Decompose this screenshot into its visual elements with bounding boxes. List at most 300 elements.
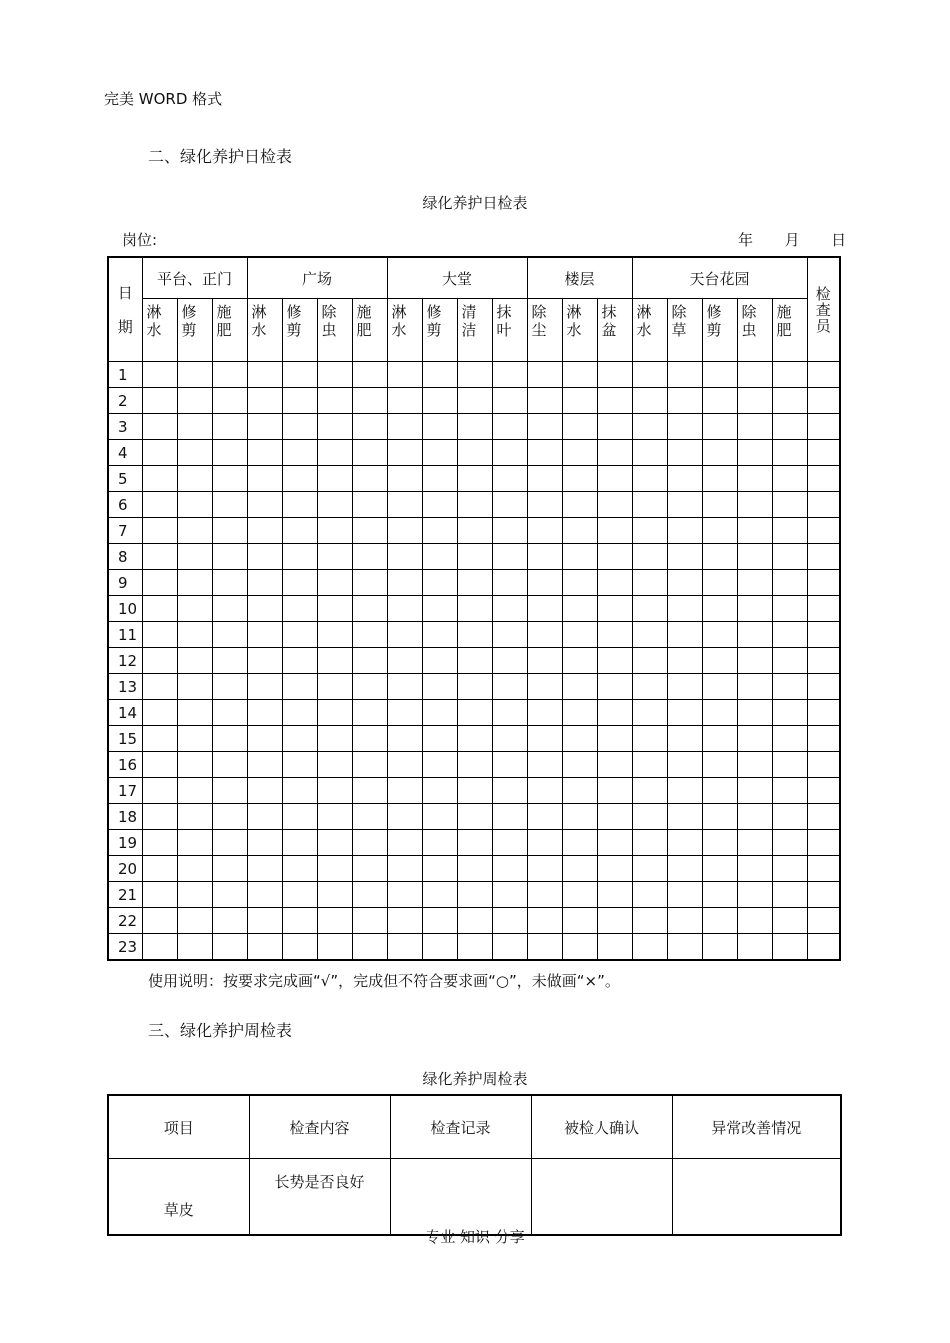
- check-cell[interactable]: [772, 414, 807, 440]
- check-cell[interactable]: [317, 492, 352, 518]
- check-cell[interactable]: [282, 440, 317, 466]
- check-cell[interactable]: [772, 622, 807, 648]
- check-cell[interactable]: [247, 830, 282, 856]
- check-cell[interactable]: [772, 492, 807, 518]
- check-cell[interactable]: [457, 570, 492, 596]
- check-cell[interactable]: [737, 908, 772, 934]
- check-cell[interactable]: [667, 570, 702, 596]
- check-cell[interactable]: [247, 908, 282, 934]
- check-cell[interactable]: [387, 596, 422, 622]
- check-cell[interactable]: [282, 752, 317, 778]
- check-cell[interactable]: [772, 440, 807, 466]
- check-cell[interactable]: [702, 934, 737, 961]
- check-cell[interactable]: [142, 596, 177, 622]
- check-cell[interactable]: [667, 414, 702, 440]
- check-cell[interactable]: [772, 934, 807, 961]
- check-cell[interactable]: [317, 544, 352, 570]
- check-cell[interactable]: [702, 882, 737, 908]
- weekly-input-cell[interactable]: [390, 1159, 531, 1236]
- check-cell[interactable]: [702, 388, 737, 414]
- check-cell[interactable]: [212, 570, 247, 596]
- check-cell[interactable]: [667, 362, 702, 388]
- check-cell[interactable]: [597, 466, 632, 492]
- check-cell[interactable]: [352, 726, 387, 752]
- check-cell[interactable]: [562, 856, 597, 882]
- check-cell[interactable]: [702, 596, 737, 622]
- check-cell[interactable]: [247, 466, 282, 492]
- check-cell[interactable]: [667, 544, 702, 570]
- check-cell[interactable]: [667, 648, 702, 674]
- check-cell[interactable]: [387, 882, 422, 908]
- check-cell[interactable]: [387, 570, 422, 596]
- check-cell[interactable]: [702, 700, 737, 726]
- check-cell[interactable]: [352, 492, 387, 518]
- check-cell[interactable]: [352, 700, 387, 726]
- check-cell[interactable]: [142, 674, 177, 700]
- check-cell[interactable]: [772, 362, 807, 388]
- check-cell[interactable]: [422, 830, 457, 856]
- check-cell[interactable]: [247, 440, 282, 466]
- check-cell[interactable]: [387, 778, 422, 804]
- check-cell[interactable]: [772, 570, 807, 596]
- check-cell[interactable]: [667, 674, 702, 700]
- check-cell[interactable]: [562, 440, 597, 466]
- check-cell[interactable]: [422, 752, 457, 778]
- check-cell[interactable]: [352, 934, 387, 961]
- check-cell[interactable]: [667, 440, 702, 466]
- check-cell[interactable]: [352, 648, 387, 674]
- check-cell[interactable]: [212, 544, 247, 570]
- check-cell[interactable]: [422, 622, 457, 648]
- check-cell[interactable]: [597, 414, 632, 440]
- check-cell[interactable]: [632, 388, 667, 414]
- check-cell[interactable]: [247, 492, 282, 518]
- check-cell[interactable]: [807, 752, 840, 778]
- check-cell[interactable]: [212, 492, 247, 518]
- check-cell[interactable]: [142, 414, 177, 440]
- check-cell[interactable]: [212, 674, 247, 700]
- check-cell[interactable]: [317, 830, 352, 856]
- check-cell[interactable]: [562, 908, 597, 934]
- check-cell[interactable]: [212, 726, 247, 752]
- check-cell[interactable]: [177, 596, 212, 622]
- check-cell[interactable]: [632, 440, 667, 466]
- check-cell[interactable]: [387, 622, 422, 648]
- check-cell[interactable]: [492, 466, 527, 492]
- check-cell[interactable]: [527, 700, 562, 726]
- check-cell[interactable]: [387, 648, 422, 674]
- check-cell[interactable]: [212, 778, 247, 804]
- check-cell[interactable]: [177, 830, 212, 856]
- check-cell[interactable]: [457, 414, 492, 440]
- check-cell[interactable]: [457, 700, 492, 726]
- check-cell[interactable]: [247, 752, 282, 778]
- check-cell[interactable]: [282, 856, 317, 882]
- check-cell[interactable]: [702, 414, 737, 440]
- check-cell[interactable]: [212, 622, 247, 648]
- check-cell[interactable]: [667, 518, 702, 544]
- check-cell[interactable]: [282, 518, 317, 544]
- check-cell[interactable]: [492, 674, 527, 700]
- check-cell[interactable]: [562, 596, 597, 622]
- check-cell[interactable]: [772, 544, 807, 570]
- check-cell[interactable]: [282, 466, 317, 492]
- check-cell[interactable]: [702, 674, 737, 700]
- check-cell[interactable]: [422, 648, 457, 674]
- check-cell[interactable]: [177, 934, 212, 961]
- check-cell[interactable]: [317, 934, 352, 961]
- check-cell[interactable]: [702, 466, 737, 492]
- check-cell[interactable]: [142, 726, 177, 752]
- check-cell[interactable]: [632, 726, 667, 752]
- check-cell[interactable]: [527, 778, 562, 804]
- check-cell[interactable]: [317, 882, 352, 908]
- check-cell[interactable]: [282, 596, 317, 622]
- check-cell[interactable]: [177, 882, 212, 908]
- check-cell[interactable]: [527, 362, 562, 388]
- check-cell[interactable]: [247, 882, 282, 908]
- check-cell[interactable]: [212, 648, 247, 674]
- check-cell[interactable]: [527, 518, 562, 544]
- check-cell[interactable]: [422, 934, 457, 961]
- check-cell[interactable]: [457, 726, 492, 752]
- check-cell[interactable]: [387, 674, 422, 700]
- check-cell[interactable]: [632, 674, 667, 700]
- check-cell[interactable]: [737, 388, 772, 414]
- check-cell[interactable]: [737, 596, 772, 622]
- check-cell[interactable]: [212, 752, 247, 778]
- check-cell[interactable]: [667, 492, 702, 518]
- check-cell[interactable]: [667, 778, 702, 804]
- check-cell[interactable]: [177, 700, 212, 726]
- check-cell[interactable]: [422, 414, 457, 440]
- check-cell[interactable]: [387, 362, 422, 388]
- check-cell[interactable]: [247, 856, 282, 882]
- check-cell[interactable]: [597, 908, 632, 934]
- check-cell[interactable]: [597, 752, 632, 778]
- check-cell[interactable]: [562, 700, 597, 726]
- check-cell[interactable]: [247, 726, 282, 752]
- check-cell[interactable]: [597, 648, 632, 674]
- check-cell[interactable]: [457, 934, 492, 961]
- check-cell[interactable]: [527, 648, 562, 674]
- check-cell[interactable]: [317, 804, 352, 830]
- check-cell[interactable]: [632, 934, 667, 961]
- check-cell[interactable]: [527, 414, 562, 440]
- check-cell[interactable]: [562, 466, 597, 492]
- check-cell[interactable]: [387, 518, 422, 544]
- check-cell[interactable]: [527, 752, 562, 778]
- check-cell[interactable]: [457, 752, 492, 778]
- check-cell[interactable]: [562, 388, 597, 414]
- check-cell[interactable]: [527, 622, 562, 648]
- check-cell[interactable]: [247, 414, 282, 440]
- check-cell[interactable]: [527, 466, 562, 492]
- check-cell[interactable]: [422, 388, 457, 414]
- check-cell[interactable]: [457, 596, 492, 622]
- check-cell[interactable]: [667, 466, 702, 492]
- check-cell[interactable]: [772, 388, 807, 414]
- check-cell[interactable]: [422, 518, 457, 544]
- check-cell[interactable]: [632, 778, 667, 804]
- check-cell[interactable]: [142, 492, 177, 518]
- check-cell[interactable]: [807, 570, 840, 596]
- check-cell[interactable]: [562, 544, 597, 570]
- check-cell[interactable]: [317, 466, 352, 492]
- check-cell[interactable]: [737, 648, 772, 674]
- check-cell[interactable]: [422, 466, 457, 492]
- weekly-input-cell[interactable]: [531, 1159, 672, 1236]
- check-cell[interactable]: [492, 752, 527, 778]
- check-cell[interactable]: [352, 466, 387, 492]
- check-cell[interactable]: [702, 648, 737, 674]
- check-cell[interactable]: [632, 596, 667, 622]
- check-cell[interactable]: [282, 388, 317, 414]
- check-cell[interactable]: [632, 544, 667, 570]
- check-cell[interactable]: [282, 674, 317, 700]
- check-cell[interactable]: [562, 804, 597, 830]
- check-cell[interactable]: [562, 362, 597, 388]
- check-cell[interactable]: [737, 934, 772, 961]
- check-cell[interactable]: [772, 674, 807, 700]
- check-cell[interactable]: [597, 388, 632, 414]
- check-cell[interactable]: [737, 856, 772, 882]
- check-cell[interactable]: [352, 518, 387, 544]
- check-cell[interactable]: [247, 388, 282, 414]
- check-cell[interactable]: [352, 778, 387, 804]
- check-cell[interactable]: [527, 388, 562, 414]
- check-cell[interactable]: [737, 752, 772, 778]
- check-cell[interactable]: [387, 466, 422, 492]
- check-cell[interactable]: [212, 466, 247, 492]
- check-cell[interactable]: [142, 752, 177, 778]
- check-cell[interactable]: [422, 492, 457, 518]
- check-cell[interactable]: [492, 622, 527, 648]
- check-cell[interactable]: [807, 778, 840, 804]
- check-cell[interactable]: [317, 570, 352, 596]
- check-cell[interactable]: [562, 830, 597, 856]
- check-cell[interactable]: [212, 362, 247, 388]
- check-cell[interactable]: [352, 622, 387, 648]
- check-cell[interactable]: [562, 752, 597, 778]
- check-cell[interactable]: [632, 882, 667, 908]
- check-cell[interactable]: [317, 726, 352, 752]
- check-cell[interactable]: [282, 622, 317, 648]
- check-cell[interactable]: [177, 518, 212, 544]
- check-cell[interactable]: [807, 596, 840, 622]
- check-cell[interactable]: [492, 778, 527, 804]
- check-cell[interactable]: [807, 700, 840, 726]
- check-cell[interactable]: [772, 466, 807, 492]
- check-cell[interactable]: [737, 492, 772, 518]
- check-cell[interactable]: [177, 466, 212, 492]
- check-cell[interactable]: [807, 908, 840, 934]
- check-cell[interactable]: [597, 934, 632, 961]
- check-cell[interactable]: [492, 492, 527, 518]
- check-cell[interactable]: [667, 830, 702, 856]
- check-cell[interactable]: [317, 908, 352, 934]
- check-cell[interactable]: [387, 804, 422, 830]
- check-cell[interactable]: [772, 700, 807, 726]
- check-cell[interactable]: [212, 908, 247, 934]
- check-cell[interactable]: [177, 778, 212, 804]
- check-cell[interactable]: [177, 674, 212, 700]
- check-cell[interactable]: [527, 544, 562, 570]
- check-cell[interactable]: [212, 440, 247, 466]
- check-cell[interactable]: [247, 518, 282, 544]
- check-cell[interactable]: [317, 856, 352, 882]
- check-cell[interactable]: [352, 570, 387, 596]
- check-cell[interactable]: [142, 362, 177, 388]
- check-cell[interactable]: [317, 622, 352, 648]
- check-cell[interactable]: [807, 518, 840, 544]
- check-cell[interactable]: [422, 362, 457, 388]
- check-cell[interactable]: [632, 466, 667, 492]
- check-cell[interactable]: [492, 908, 527, 934]
- check-cell[interactable]: [597, 570, 632, 596]
- check-cell[interactable]: [457, 804, 492, 830]
- check-cell[interactable]: [457, 466, 492, 492]
- check-cell[interactable]: [527, 674, 562, 700]
- check-cell[interactable]: [632, 700, 667, 726]
- check-cell[interactable]: [177, 362, 212, 388]
- check-cell[interactable]: [422, 778, 457, 804]
- check-cell[interactable]: [457, 908, 492, 934]
- check-cell[interactable]: [212, 596, 247, 622]
- check-cell[interactable]: [387, 934, 422, 961]
- check-cell[interactable]: [457, 882, 492, 908]
- check-cell[interactable]: [527, 596, 562, 622]
- check-cell[interactable]: [632, 414, 667, 440]
- check-cell[interactable]: [492, 726, 527, 752]
- check-cell[interactable]: [562, 778, 597, 804]
- check-cell[interactable]: [772, 804, 807, 830]
- check-cell[interactable]: [492, 804, 527, 830]
- check-cell[interactable]: [772, 856, 807, 882]
- check-cell[interactable]: [457, 622, 492, 648]
- check-cell[interactable]: [142, 622, 177, 648]
- check-cell[interactable]: [597, 830, 632, 856]
- check-cell[interactable]: [807, 440, 840, 466]
- check-cell[interactable]: [562, 882, 597, 908]
- check-cell[interactable]: [457, 544, 492, 570]
- check-cell[interactable]: [737, 414, 772, 440]
- check-cell[interactable]: [737, 726, 772, 752]
- check-cell[interactable]: [562, 518, 597, 544]
- check-cell[interactable]: [177, 414, 212, 440]
- check-cell[interactable]: [632, 752, 667, 778]
- check-cell[interactable]: [632, 804, 667, 830]
- check-cell[interactable]: [422, 726, 457, 752]
- check-cell[interactable]: [737, 570, 772, 596]
- check-cell[interactable]: [422, 674, 457, 700]
- check-cell[interactable]: [352, 414, 387, 440]
- check-cell[interactable]: [422, 544, 457, 570]
- check-cell[interactable]: [247, 778, 282, 804]
- check-cell[interactable]: [457, 648, 492, 674]
- check-cell[interactable]: [702, 752, 737, 778]
- check-cell[interactable]: [597, 622, 632, 648]
- check-cell[interactable]: [807, 726, 840, 752]
- check-cell[interactable]: [632, 570, 667, 596]
- check-cell[interactable]: [702, 362, 737, 388]
- check-cell[interactable]: [492, 830, 527, 856]
- check-cell[interactable]: [247, 934, 282, 961]
- check-cell[interactable]: [387, 856, 422, 882]
- check-cell[interactable]: [317, 596, 352, 622]
- check-cell[interactable]: [667, 596, 702, 622]
- check-cell[interactable]: [702, 518, 737, 544]
- check-cell[interactable]: [317, 362, 352, 388]
- check-cell[interactable]: [492, 518, 527, 544]
- check-cell[interactable]: [282, 648, 317, 674]
- check-cell[interactable]: [282, 726, 317, 752]
- check-cell[interactable]: [457, 388, 492, 414]
- check-cell[interactable]: [772, 778, 807, 804]
- check-cell[interactable]: [317, 440, 352, 466]
- check-cell[interactable]: [632, 830, 667, 856]
- check-cell[interactable]: [702, 492, 737, 518]
- check-cell[interactable]: [142, 440, 177, 466]
- check-cell[interactable]: [457, 674, 492, 700]
- check-cell[interactable]: [212, 518, 247, 544]
- check-cell[interactable]: [387, 414, 422, 440]
- check-cell[interactable]: [562, 622, 597, 648]
- check-cell[interactable]: [387, 700, 422, 726]
- check-cell[interactable]: [247, 544, 282, 570]
- check-cell[interactable]: [737, 778, 772, 804]
- check-cell[interactable]: [422, 440, 457, 466]
- check-cell[interactable]: [247, 570, 282, 596]
- check-cell[interactable]: [212, 882, 247, 908]
- check-cell[interactable]: [737, 518, 772, 544]
- check-cell[interactable]: [702, 570, 737, 596]
- check-cell[interactable]: [597, 804, 632, 830]
- check-cell[interactable]: [177, 752, 212, 778]
- check-cell[interactable]: [492, 596, 527, 622]
- check-cell[interactable]: [807, 544, 840, 570]
- check-cell[interactable]: [387, 388, 422, 414]
- check-cell[interactable]: [702, 726, 737, 752]
- check-cell[interactable]: [702, 908, 737, 934]
- check-cell[interactable]: [177, 388, 212, 414]
- check-cell[interactable]: [527, 830, 562, 856]
- check-cell[interactable]: [247, 596, 282, 622]
- check-cell[interactable]: [282, 570, 317, 596]
- check-cell[interactable]: [597, 778, 632, 804]
- check-cell[interactable]: [492, 388, 527, 414]
- check-cell[interactable]: [317, 518, 352, 544]
- check-cell[interactable]: [142, 934, 177, 961]
- check-cell[interactable]: [317, 388, 352, 414]
- check-cell[interactable]: [667, 726, 702, 752]
- check-cell[interactable]: [142, 778, 177, 804]
- check-cell[interactable]: [597, 518, 632, 544]
- check-cell[interactable]: [317, 674, 352, 700]
- check-cell[interactable]: [562, 492, 597, 518]
- check-cell[interactable]: [737, 830, 772, 856]
- check-cell[interactable]: [807, 466, 840, 492]
- check-cell[interactable]: [807, 492, 840, 518]
- check-cell[interactable]: [737, 362, 772, 388]
- check-cell[interactable]: [737, 674, 772, 700]
- check-cell[interactable]: [562, 726, 597, 752]
- weekly-input-cell[interactable]: [672, 1159, 841, 1236]
- check-cell[interactable]: [177, 804, 212, 830]
- check-cell[interactable]: [667, 700, 702, 726]
- check-cell[interactable]: [422, 596, 457, 622]
- check-cell[interactable]: [422, 908, 457, 934]
